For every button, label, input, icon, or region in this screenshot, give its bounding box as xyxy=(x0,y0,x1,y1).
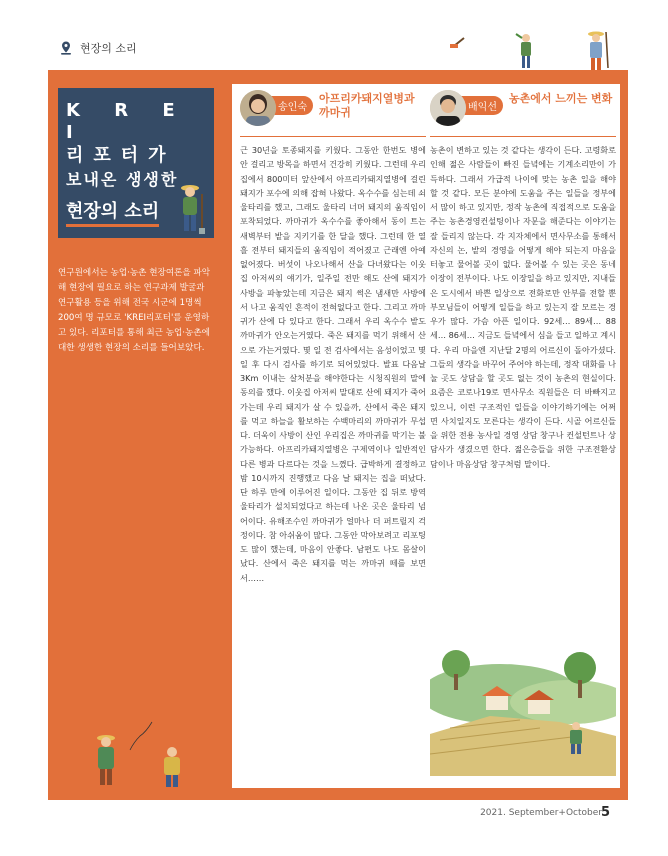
location-pin-icon xyxy=(58,40,74,56)
farmer-figure-3 xyxy=(97,735,115,785)
title-line-1: K R E I xyxy=(66,100,189,143)
title-box xyxy=(58,88,214,238)
farmer-figure-2 xyxy=(588,32,608,71)
intro-text: 연구원에서는 농업·농촌 현장여론을 파악해 현장에 필요로 하는 연구과제 발굴과 연구활용 등을 위해 전국 시군에 1명씩 200여 명 규모로 'KREI리포터'를 운영하고 있다. 리포터를 통해 최근 농업·농촌에 대한 생생한 현장의 소리를 들어보았다. xyxy=(58,268,211,353)
article-body-text: 근 30년을 토종돼지를 키웠다. 그동안 한번도 병에 안 걸리고 방목을 하면서 건강히 키웠다. 그런데 우리 집에서 800미터 앞산에서 아프리카돼지열병에 걸린 돼지가 포수에 의해 잡혀 나왔다. 옥수수를 심는데 쇠울타리를 했고, 그래도 울타리 너머 돼지의 움직임이 포착되었다. 까마귀가 옥수수를 좋아해서 동이 트는 새벽부터 밭을 지키기를 한 달을 했다. 그런데 한 열흘 전부터 돼지들의 움직임이 적어졌고 근래엔 아예 없어졌다. 버섯이 나오나해서 산을 다녀왔다는 이웃집 아저씨의 얘기가, 일주일 전만 해도 산에 돼지가 사방을 파놓았는데 지금은 돼지 썩은 냄새만 사방에서 나고 움직인 흔적이 전혀없다고 한다. 그리고 까마귀가 산에 다 있다고 한다. 그래서 우리 옥수수 밭도 까마귀가 안오는거였다. 죽은 돼지를 먹기 위해서 산으로 가는거였다. 몇 일 전 검사에서는 음성이었고 몇 일 후 다시 검사를 하기로 되어있었다. 발표 다음날 3Km 이내는 살처분을 해야한다는 시청직원의 말에 동의를 했다. 이웃집 아저씨 말대로 산에 돼지가 죽어가는데 우리 돼지가 살 수 있을까, 산에서 죽은 돼지를 먹고 하늘을 활보하는 수백마리의 까마귀가 무섭다. 더욱이 사방이 산인 우리집은 까마귀를 막기는 불가능하다. 아프리카돼지열병은 구제역이나 일반적인 다른 병과 다르다는 것을 느꼈다. 급박하게 결정하고 밤 10시까지 진행했고 다음 날 돼지는 집을 떠났다. 단 하루 만에 이루어진 일이다. 그동안 집 뒤로 방역울타리가 설치되었다고 하는데 나온 곳은 울타리 넘어이다. 유해조수인 까마귀가 얼마나 더 퍼트릴지 걱정이다. 참 아쉬움이 많다. 그동안 막아보려고 리포팅도 많이 했는데, 마음이 안좋다. 남편도 나도 몸살이 났다. 산에서 죽은 돼지를 먹는 까마귀 떼를 보면서…… xyxy=(240,145,426,583)
article-body-1 xyxy=(240,143,426,585)
reporter-photo-icon xyxy=(430,90,466,126)
divider xyxy=(430,136,616,137)
hoe-icon xyxy=(450,38,464,48)
article-header-1 xyxy=(240,90,426,136)
farmer-figure-1 xyxy=(516,34,531,68)
reporter-photo-icon xyxy=(240,90,276,126)
article-body-2 xyxy=(430,143,616,471)
left-column xyxy=(58,88,214,356)
farmer-with-shovel-icon xyxy=(170,180,210,236)
divider xyxy=(240,136,426,137)
farmers-illustration-top xyxy=(448,28,628,72)
kite-icon xyxy=(130,706,160,750)
title-line-3: 보내온 생생한 xyxy=(66,170,179,189)
reporter-name-badge: 송인숙 xyxy=(270,96,313,115)
article-header-2 xyxy=(430,90,616,136)
avatar xyxy=(430,90,466,126)
page-number: 5 xyxy=(600,805,610,820)
article-column-1 xyxy=(240,90,426,585)
title-line-4: 현장의 소리 xyxy=(66,200,159,227)
avatar xyxy=(240,90,276,126)
article-title: 농촌에서 느끼는 변화 xyxy=(508,92,613,105)
section-tag xyxy=(58,40,137,56)
reporter-name-badge: 배익선 xyxy=(460,96,503,115)
farm-workers-illustration xyxy=(60,700,200,790)
title-line-2: 리포터가 xyxy=(66,145,176,166)
article-panel xyxy=(232,84,620,788)
article-column-2 xyxy=(430,90,616,471)
article-body-text: 농촌이 변하고 있는 것 같다는 생각이 든다. 고령화로 인해 젊은 사람들이 빠진 들녘에는 기계소리만이 가득하다. 그래서 가급적 나이에 맞는 농촌 일을 해야 할 것 같다. 모든 분야에 도움을 주는 일들을 정부에서 많이 하고 있지만, 정작 농촌에 직접적으로 도움을 주는 농촌경영컨설팅이나 자문을 해준다는 이야기는 잘 들리지 않는다. 각 지자체에서 면사무소를 통해서 자신의 논, 밭의 경영을 어떻게 해야 되는지 마음을 터놓고 물어볼 곳이 없다. 물어볼 수 있는 곳은 동네 이장이 전부이다. 나도 이장일을 하고 있지만, 지내들은 도시에서 바쁜 일상으로 전화로만 안부를 전할 뿐 부모님들이 어떻게 일들을 하고 있는지 잘 모르는 경우가 많다. 가슴 아픈 일이다. 92세… 89세… 88세… 86세… 지금도 들녘에서 심을 들고 일하고 계시다. 우리 마을엔 지난달 2명의 어르신이 돌아가셨다. 그들의 생각을 바꾸어 주어야 하는데, 정작 대화를 나눌 곳도 상담을 할 곳도 없는 것이 농촌의 현실이다. 요즘은 코로나19로 면사무소 직원들은 더 바빠지고 있으니, 이런 구조적인 일들을 이야기하기에는 어쩌면 사치일지도 모른다는 생각이 든다. 시골 어르신들을 위한 전용 농사일 경영 상담 창구나 컨설턴트나 상담사가 생겼으면 한다. 젊은층들을 위한 구조전환상담이나 마음상담 창구처럼 말이다. xyxy=(430,145,616,469)
village-landscape-illustration xyxy=(430,624,616,776)
article-title: 아프리카돼지열병과 까마귀 xyxy=(318,92,415,119)
farmer-figure-4 xyxy=(164,747,180,787)
section-tag-label: 현장의 소리 xyxy=(80,42,137,55)
issue-footer: 2021. September+October xyxy=(480,808,602,818)
